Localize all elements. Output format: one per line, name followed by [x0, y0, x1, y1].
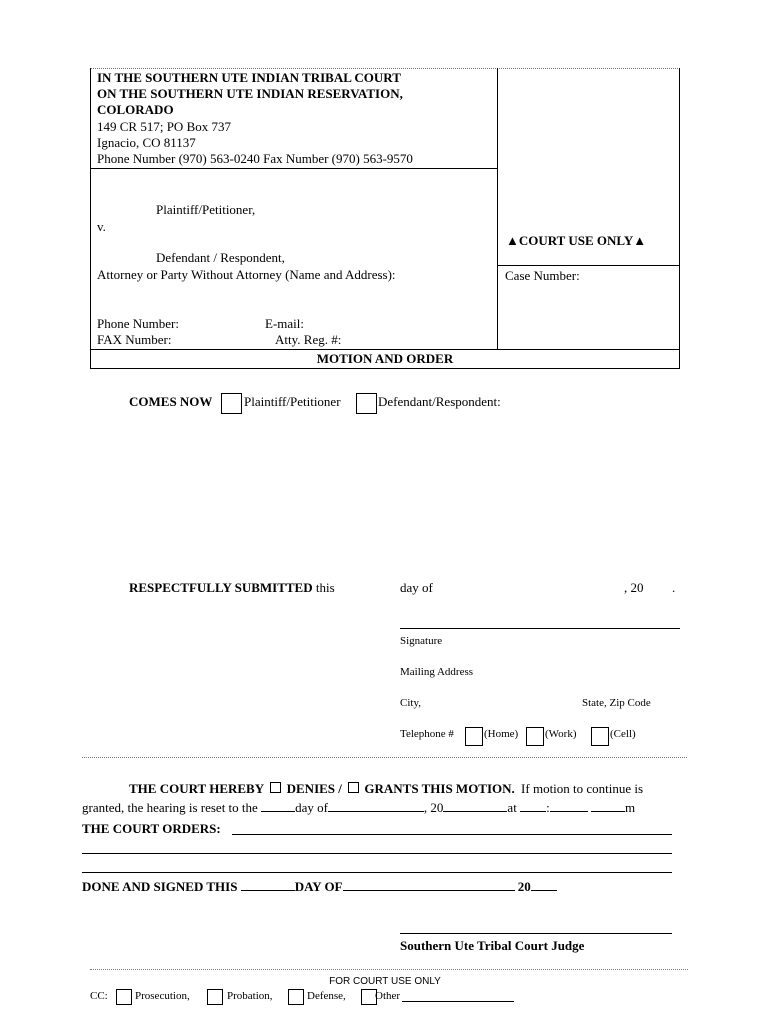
- attorney-label: Attorney or Party Without Attorney (Name and Address):: [97, 267, 396, 282]
- court-hereby-label: THE COURT HEREBY: [129, 781, 265, 796]
- mailing-address-label: Mailing Address: [400, 666, 474, 678]
- denies-checkbox[interactable]: [270, 782, 281, 793]
- for-court-use-only: FOR COURT USE ONLY: [329, 976, 441, 987]
- cell-label: (Cell): [610, 728, 636, 740]
- defendant-checkbox[interactable]: [356, 393, 377, 414]
- done-year-blank[interactable]: [531, 879, 557, 891]
- city-label: City,: [400, 697, 421, 709]
- judge-signature-line[interactable]: [400, 933, 672, 934]
- done-month-blank[interactable]: [343, 879, 515, 891]
- done-signed-line: [82, 879, 557, 895]
- court-orders-line-1[interactable]: [232, 834, 672, 835]
- this-label: this: [315, 580, 335, 595]
- reset-ampm-blank[interactable]: [591, 800, 625, 812]
- reset-text-c: , 20: [423, 800, 444, 815]
- work-phone-checkbox[interactable]: [526, 727, 544, 746]
- judge-title: Southern Ute Tribal Court Judge: [400, 938, 585, 953]
- reset-text-b: day of: [295, 800, 328, 815]
- reset-text-a: granted, the hearing is reset to the: [82, 800, 258, 815]
- respectfully-submitted-label: RESPECTFULLY SUBMITTED: [129, 580, 313, 595]
- court-address2: Ignacio, CO 81137: [97, 135, 196, 150]
- case-number-label: Case Number:: [505, 268, 580, 283]
- case-number-divider: [497, 265, 680, 266]
- court-name-line3: COLORADO: [97, 102, 174, 117]
- court-name-line2: ON THE SOUTHERN UTE INDIAN RESERVATION,: [97, 86, 403, 101]
- signature-label: Signature: [400, 635, 443, 647]
- fax-number-label: FAX Number:: [97, 332, 172, 347]
- done-day-blank[interactable]: [241, 879, 295, 891]
- reset-minute-blank[interactable]: [550, 800, 588, 812]
- cc-other-line[interactable]: [402, 1001, 514, 1002]
- plaintiff-label: Plaintiff/Petitioner,: [156, 202, 256, 217]
- home-phone-checkbox[interactable]: [465, 727, 483, 746]
- day-of-caps-label: DAY OF: [294, 879, 343, 894]
- state-zip-label: State, Zip Code: [582, 697, 651, 709]
- plaintiff-checkbox[interactable]: [221, 393, 242, 414]
- cc-label: CC:: [90, 990, 108, 1002]
- cc-defense-label: Defense,: [307, 990, 346, 1002]
- atty-reg-label: Atty. Reg. #:: [275, 332, 342, 347]
- respectfully-submitted: [129, 580, 335, 596]
- reset-month-blank[interactable]: [328, 800, 424, 812]
- reset-day-blank[interactable]: [261, 800, 295, 812]
- court-orders-label: THE COURT ORDERS:: [82, 821, 221, 836]
- middle-divider: [497, 68, 498, 350]
- reset-year-blank[interactable]: [443, 800, 507, 812]
- cc-other-label: Other: [375, 990, 401, 1002]
- court-use-only-header: ▲COURT USE ONLY▲: [506, 233, 647, 248]
- cc-defense-checkbox[interactable]: [288, 989, 304, 1005]
- cc-prosecution-checkbox[interactable]: [116, 989, 132, 1005]
- footer-separator: [90, 969, 688, 970]
- form-title: MOTION AND ORDER: [316, 351, 454, 366]
- work-label: (Work): [545, 728, 577, 740]
- defendant-option-label: Defendant/Respondent:: [378, 394, 501, 409]
- court-phone-fax: Phone Number (970) 563-0240 Fax Number (970) 563-9570: [97, 151, 413, 166]
- grants-checkbox[interactable]: [348, 782, 359, 793]
- cell-phone-checkbox[interactable]: [591, 727, 609, 746]
- court-orders-line-3[interactable]: [82, 872, 672, 873]
- continue-text: If motion to continue is: [521, 781, 644, 796]
- cc-prosecution-label: Prosecution,: [135, 990, 190, 1002]
- home-label: (Home): [484, 728, 519, 740]
- reset-text-f: m: [624, 800, 636, 815]
- order-separator: [82, 757, 687, 758]
- plaintiff-option-label: Plaintiff/Petitioner: [244, 394, 341, 409]
- reset-hearing-line: [82, 800, 635, 816]
- court-name-line1: IN THE SOUTHERN UTE INDIAN TRIBAL COURT: [97, 70, 401, 85]
- email-label: E-mail:: [265, 316, 304, 331]
- title-divider-top: [90, 349, 680, 350]
- year-20-label: 20: [517, 879, 531, 894]
- date-period: .: [672, 580, 676, 595]
- reset-text-d: at: [507, 800, 517, 815]
- denies-label: DENIES /: [286, 781, 342, 796]
- reset-text-e: :: [546, 800, 550, 815]
- grants-label: GRANTS THIS MOTION.: [364, 781, 515, 796]
- title-divider-bottom: [90, 368, 680, 369]
- cc-probation-checkbox[interactable]: [207, 989, 223, 1005]
- done-signed-label: DONE AND SIGNED THIS: [82, 879, 238, 894]
- phone-number-label: Phone Number:: [97, 316, 179, 331]
- defendant-label: Defendant / Respondent,: [156, 250, 285, 265]
- right-border: [679, 68, 680, 368]
- left-border: [90, 68, 91, 368]
- telephone-label: Telephone #: [400, 728, 454, 740]
- court-address1: 149 CR 517; PO Box 737: [97, 119, 231, 134]
- day-of-label: day of: [400, 580, 433, 595]
- court-hereby-line: [129, 781, 643, 797]
- top-rule: [90, 68, 680, 69]
- cc-probation-label: Probation,: [227, 990, 273, 1002]
- reset-hour-blank[interactable]: [520, 800, 546, 812]
- comes-now-label: COMES NOW: [129, 394, 213, 409]
- year-prefix-label: , 20: [624, 580, 644, 595]
- versus-label: v.: [97, 219, 106, 234]
- court-orders-line-2[interactable]: [82, 853, 672, 854]
- signature-line[interactable]: [400, 628, 680, 629]
- court-info-divider: [90, 168, 498, 169]
